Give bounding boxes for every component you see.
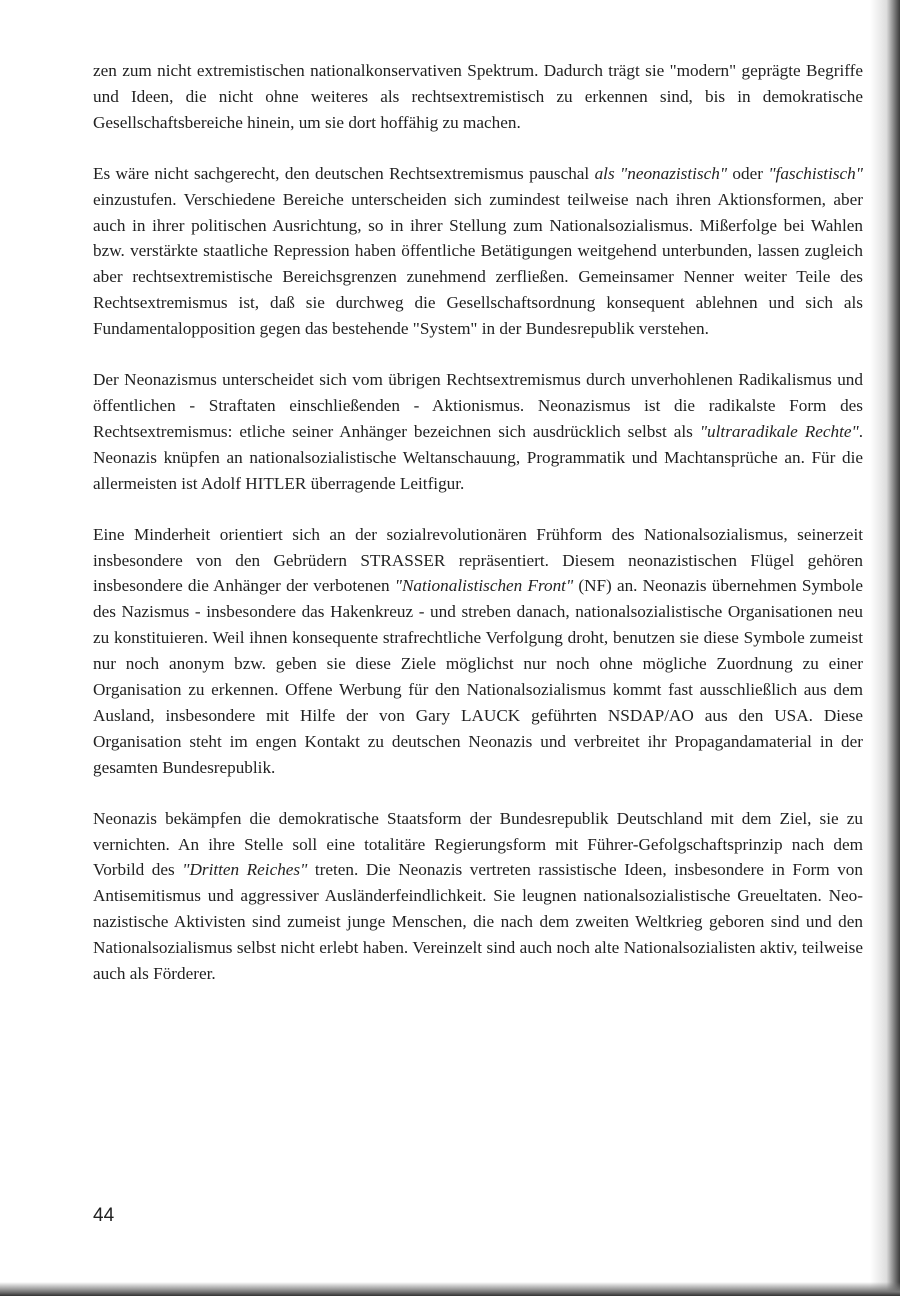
italic-quote: "Dritten Reiches" <box>182 860 308 880</box>
body-text <box>93 58 863 1012</box>
text-run: Eine Minderheit orientiert sich an der sozialrevolutionären Frühform des Nationalsozialismus, seinerzeit insbesondere von den Gebrüdern STRASSER repräsentiert. Diesem neonazistischen Flügel gehören insbesondere die Anhänger der verbotenen <box>93 524 863 596</box>
scan-shadow-right <box>870 0 900 1296</box>
paragraph <box>93 522 863 781</box>
paragraph <box>93 367 863 497</box>
paragraph <box>93 161 863 342</box>
text-run: treten. Die Neonazis vertreten rassistische Ideen, insbesondere in Form von Antisemitismus und aggressiver Ausländerfeindlichkeit. Sie leugnen nationalsozialistische Greueltaten. Neonazistische Aktivisten sind zumeist junge Menschen, die nach dem zweiten Weltkrieg geboren sind und den Nationalsozialismus selbst nicht erlebt haben. Vereinzelt sind auch noch alte Nationalsozialisten aktiv, teilweise auch als Förderer. <box>93 860 863 984</box>
text-run: Es wäre nicht sachgerecht, den deutschen Rechtsextremismus pauschal <box>93 163 595 183</box>
paragraph <box>93 806 863 987</box>
page-number: 44 <box>93 1205 115 1226</box>
italic-quote: "faschistisch" <box>768 163 863 183</box>
paragraph <box>93 58 863 136</box>
scan-shadow-bottom <box>0 1282 900 1296</box>
text-run: Der Neonazismus unterscheidet sich vom übrigen Rechtsextremismus durch unverhohlenen Radikalismus und öffentlichen - Straftaten einschließenden - Aktionismus. Neonazismus ist die radikalste Form des Rechtsextremismus: etliche seiner Anhänger bezeichnen sich ausdrücklich selbst als <box>93 370 863 441</box>
text-run: Neonazis bekämpfen die demokratische Staatsform der Bundesrepublik Deutschland mit dem Ziel, sie zu vernichten. An ihre Stelle soll eine totalitäre Regierungsform mit Führer-Gefolgschaftsprinzip nach dem Vorbild des <box>93 808 863 880</box>
text-run: zen zum nicht extremistischen nationalkonservativen Spektrum. Dadurch trägt sie "modern" geprägte Begriffe und Ideen, die nicht ohne weiteres als rechtsextremistisch zu erkennen sind, bis in demokratische Gesellschaftsbereiche hinein, um sie dort hoffähig zu machen. <box>93 61 863 132</box>
italic-quote: als "neonazistisch" <box>594 163 728 183</box>
italic-quote: "Nationalistischen Front" <box>394 576 574 596</box>
text-run: . Neonazis knüpfen an nationalsozialistische Weltanschauung, Programmatik und Machtansprüche an. Für die allermeisten ist Adolf HITLER überragende Leitfigur. <box>93 421 863 493</box>
text-run: oder <box>727 163 769 183</box>
text-run: einzustufen. Verschiedene Bereiche unterscheiden sich zumindest teilweise nach ihren Aktionsformen, aber auch in ihrer politischen Ausrichtung, so in ihrer Stellung zum Nationalsozialismus. Mißerfolge bei Wahlen bzw. verstärkte staatliche Repression haben öffentliche Betätigungen weitgehend unterbunden, lassen zugleich aber rechtsextremistische Bereichsgrenzen zunehmend zerfließen. Gemeinsamer Nenner weiter Teile des Rechtsextremismus ist, daß sie durchweg die Gesellschaftsordnung konsequent ablehnen und sich als Fundamentalopposition gegen das bestehende "System" in der Bundesrepublik verstehen. <box>93 189 863 339</box>
text-run: (NF) an. Neonazis übernehmen Symbole des Nazismus - insbesondere das Hakenkreuz - und streben danach, nationalsozialistische Organisationen neu zu konstituieren. Weil ihnen konsequente strafrechtliche Verfolgung droht, benutzen sie diese Symbole zumeist nur noch anonym bzw. geben sie diese Ziele möglichst nur noch ohne mögliche Zuordnung zu einer Organisation zu erkennen. Offene Werbung für den Nationalsozialismus kommt fast ausschließlich aus dem Ausland, insbesondere mit Hilfe der von Gary LAUCK geführten NSDAP/AO aus den USA. Diese Organisation steht im engen Kontakt zu deutschen Neonazis und verbreitet ihr Propagandamaterial in der gesamten Bundesrepublik. <box>93 576 863 777</box>
italic-quote: "ultraradikale Rechte" <box>699 421 859 441</box>
